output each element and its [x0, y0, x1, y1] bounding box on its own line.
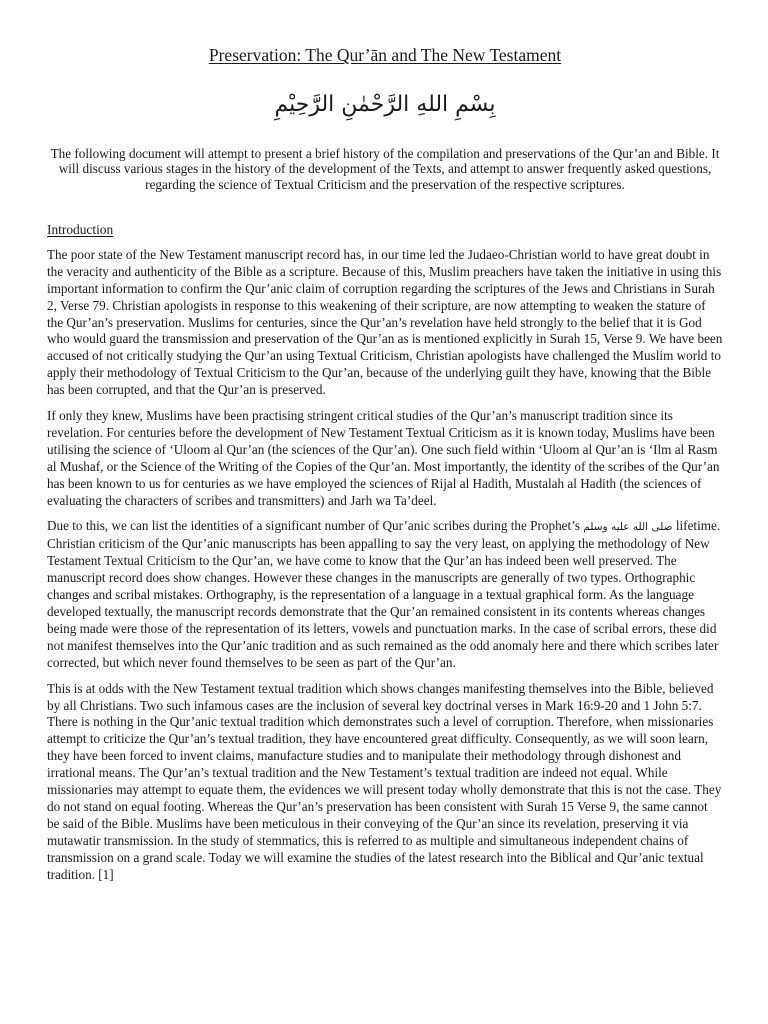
page-title: Preservation: The Qur’ān and The New Testament [208, 45, 562, 65]
body-paragraph: The poor state of the New Testament manuscript record has, in our time led the Judaeo-Christian world to have great doubt in the veracity and authenticity of the Bible as a scripture. Because of this, Muslim preachers have taken the initiative in using this important information to confirm the Qur’anic claim of corruption regarding the scriptures of the Jews and Christians in Surah 2, Verse 79. Christian apologists in response to this weakening of their scripture, are now attempting to weaken the stature of the Qur’an’s preservation. Muslims for centuries, since the Qur’an’s revelation have held strongly to the belief that it is God who would guard the transmission and preservation of the Qur’an as is mentioned explicitly in Surah 15, Verse 9. We have been accused of not critically studying the Qur’an using Textual Criticism, Christian apologists have challenged the Muslim world to apply their methodology of Textual Criticism to the Qur’an, because of the underlying guilt they have, knowing that the Bible has been corrupted, and that the Qur’an is preserved. [47, 246, 723, 398]
document-summary: The following document will attempt to present a brief history of the compilation and preservations of the Qur’an and Bible. It will discuss various stages in the history of the development of the Texts, and attempt to answer frequently asked questions, regarding the science of Textual Criticism and the preservation of the respective scriptures. [50, 146, 720, 192]
section-heading-introduction: Introduction [47, 221, 114, 237]
document-page [47, 44, 723, 884]
body-paragraph [47, 518, 723, 671]
paragraph-text: lifetime. Christian criticism of the Qur’anic manuscripts has been appalling to say the very least, on applying the methodology of New Testament Textual Criticism to the Qur’an, we have come to know that the Qur’an has indeed been well preserved. The manuscript record does show changes. However these changes in the manuscripts are generally of two types. Orthographic changes and scribal mistakes. Orthography, is the representation of a language in a textual graphical form. As the language developed textually, the manuscript records demonstrate that the Qur’an remained consistent in its contents whereas changes being made were those of the representation of its letters, vowels and punctuation marks. In the case of scribal errors, these did not manifest themselves into the Qur’anic tradition and as such remained as the odd anomaly here and there which scribes later corrected, but which never found themselves to be seen as part of the Qur’an. [47, 518, 721, 670]
paragraph-text: Due to this, we can list the identities of a significant number of Qur’anic scribes during the Prophet’s [47, 518, 584, 534]
basmala-heading: بِسْمِ اللهِ الرَّحْمٰنِ الرَّحِيْمِ [274, 92, 496, 117]
honorific-arabic: صلى الله عليه وسلم [583, 521, 673, 534]
body-paragraph: If only they knew, Muslims have been practising stringent critical studies of the Qur’an’s manuscript tradition since its revelation. For centuries before the development of New Testament Textual Criticism as it is known today, Muslims have been utilising the science of ‘Uloom al Qur’an (the sciences of the Qur’an). One such field within ‘Uloom al Qur’an is ‘Ilm al Rasm al Mushaf, or the Science of the Writing of the Copies of the Qur’an. Most importantly, the identity of the scribes of the Qur’an has been known to us for centuries as we have employed the sciences of Rijal al Hadith, Mustalah al Hadith (the sciences of evaluating the characters of scribes and transmitters) and Jarh wa Ta’deel. [47, 408, 720, 508]
body-paragraph: This is at odds with the New Testament textual tradition which shows changes manifesting themselves into the Bible, believed by all Christians. Two such infamous cases are the inclusion of several key doctrinal verses in Mark 16:9-20 and 1 John 5:7. There is nothing in the Qur’anic textual tradition which demonstrates such a level of corruption. Therefore, when missionaries attempt to criticize the Qur’an’s textual tradition, they have encountered great difficulty. Consequently, as we will soon learn, they have been forced to invent claims, manufacture studies and to manipulate their methodology through dishonest and irrational means. The Qur’an’s textual tradition and the New Testament’s textual tradition are indeed not equal. While missionaries may attempt to equate them, the evidences we will present today wholly demonstrate that this is not the case. They do not stand on equal footing. Whereas the Qur’an’s preservation has been consistent with Surah 15 Verse 9, the same cannot be said of the Bible. Muslims have been meticulous in their conveying of the Qur’an since its revelation, preserving it via mutawatir transmission. In the study of stemmatics, this is referred to as multiple and simultaneous independent chains of transmission on a grand scale. Today we will examine the studies of the latest research into the Biblical and Qur’anic textual tradition. [1] [47, 680, 722, 882]
